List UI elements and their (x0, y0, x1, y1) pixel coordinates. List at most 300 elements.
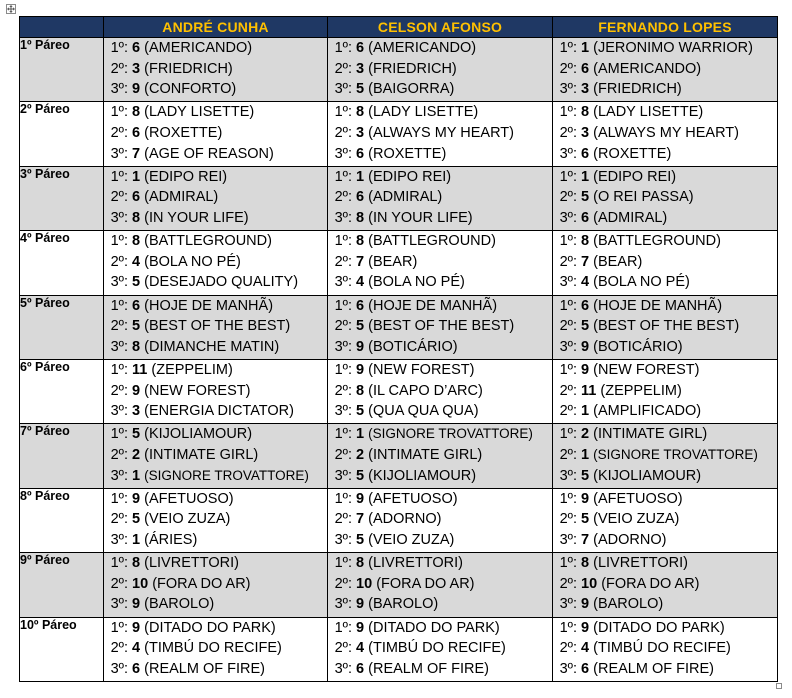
pick-position: 1º: (110, 104, 128, 121)
pick-position: 2º: (334, 640, 352, 657)
horse-name: (FORA DO AR) (601, 575, 700, 592)
pick-line (328, 102, 552, 123)
pick-position: 1º: (559, 233, 577, 250)
pick-line (104, 445, 327, 466)
pick-line (328, 466, 552, 487)
horse-name: (AFETUOSO) (593, 490, 683, 507)
pick-line (328, 38, 552, 59)
pick-line (104, 618, 327, 639)
pick-line (104, 123, 327, 144)
horse-number: 9 (581, 490, 590, 507)
horse-number: 4 (132, 253, 141, 270)
pick-line (553, 102, 777, 123)
horse-name: (LIVRETTORI) (593, 555, 688, 572)
race-label: 2º Páreo (20, 102, 104, 166)
horse-number: 9 (132, 596, 141, 613)
horse-number: 8 (356, 555, 365, 572)
horse-name: (BEST OF THE BEST) (593, 318, 740, 335)
pick-position: 3º: (334, 531, 352, 548)
horse-number: 8 (132, 233, 141, 250)
horse-number: 9 (581, 361, 590, 378)
horse-name: (SIGNORE TROVATTORE) (144, 467, 309, 483)
horse-number: 3 (132, 403, 141, 420)
pick-position: 2º: (110, 446, 128, 463)
pick-position: 3º: (110, 81, 128, 98)
pick-line (328, 594, 552, 615)
pick-position: 3º: (334, 209, 352, 226)
horse-number: 6 (132, 189, 141, 206)
pick-line (328, 337, 552, 358)
horse-number: 1 (132, 467, 141, 484)
picks-cell-tipster-1 (104, 553, 328, 617)
horse-number: 6 (581, 60, 590, 77)
horse-name: (BEAR) (368, 253, 418, 270)
pick-line (328, 208, 552, 229)
header-tipster-3: FERNANDO LOPES (553, 17, 778, 38)
pick-position: 2º: (334, 60, 352, 77)
pick-line (553, 381, 777, 402)
picks-cell-tipster-3 (553, 231, 778, 295)
pick-position: 3º: (559, 531, 577, 548)
pick-line (553, 530, 777, 551)
pick-line (104, 38, 327, 59)
horse-number: 9 (356, 338, 365, 355)
horse-name: (BOLA NO PÉ) (593, 274, 690, 291)
race-label: 9º Páreo (20, 553, 104, 617)
pick-line (328, 445, 552, 466)
pick-position: 3º: (334, 403, 352, 420)
horse-number: 7 (581, 253, 590, 270)
pick-line (553, 144, 777, 165)
pick-line (328, 638, 552, 659)
race-label: 7º Páreo (20, 424, 104, 488)
picks-cell-tipster-3 (553, 424, 778, 488)
pick-position: 2º: (559, 253, 577, 270)
horse-name: (BAROLO) (144, 596, 215, 613)
horse-name: (REALM OF FIRE) (368, 660, 489, 677)
pick-line (104, 509, 327, 530)
horse-number: 3 (356, 124, 365, 141)
horse-number: 6 (356, 189, 365, 206)
horse-name: (DITADO DO PARK) (368, 619, 500, 636)
picks-cell-tipster-3 (553, 617, 778, 681)
pick-position: 1º: (559, 168, 577, 185)
pick-position: 3º: (334, 274, 352, 291)
pick-line (553, 79, 777, 100)
pick-position: 3º: (559, 596, 577, 613)
pick-line (553, 489, 777, 510)
horse-name: (FORA DO AR) (152, 575, 251, 592)
pick-line (553, 252, 777, 273)
horse-number: 9 (581, 619, 590, 636)
race-label: 10º Páreo (20, 617, 104, 681)
pick-line (328, 187, 552, 208)
picks-cell-tipster-2 (328, 38, 553, 102)
pick-position: 2º: (110, 511, 128, 528)
horse-number: 6 (356, 660, 365, 677)
horse-name: (KIJOLIAMOUR) (368, 467, 477, 484)
horse-name: (JERONIMO WARRIOR) (593, 40, 753, 56)
horse-name: (VEIO ZUZA) (144, 511, 231, 528)
pick-position: 3º: (559, 338, 577, 355)
horse-number: 1 (356, 168, 365, 185)
pick-position: 3º: (110, 338, 128, 355)
horse-number: 1 (132, 168, 141, 185)
pick-line (104, 489, 327, 510)
horse-number: 6 (356, 145, 365, 162)
horse-number: 3 (356, 60, 365, 77)
horse-number: 4 (581, 640, 590, 657)
table-row (20, 359, 778, 423)
horse-name: (AFETUOSO) (144, 490, 234, 507)
pick-line (553, 187, 777, 208)
horse-name: (NEW FOREST) (144, 382, 251, 399)
pick-line (328, 574, 552, 595)
pick-position: 1º: (110, 40, 128, 56)
picks-cell-tipster-2 (328, 553, 553, 617)
pick-line (553, 553, 777, 574)
horse-number: 5 (132, 274, 141, 291)
pick-position: 3º: (334, 81, 352, 98)
pick-position: 3º: (110, 209, 128, 226)
pick-position: 2º: (559, 446, 577, 463)
pick-position: 1º: (334, 619, 352, 636)
horse-name: (AMERICANDO) (368, 40, 477, 56)
horse-number: 3 (581, 124, 590, 141)
horse-number: 6 (132, 40, 141, 56)
table-row (20, 488, 778, 552)
picks-cell-tipster-1 (104, 359, 328, 423)
pick-line (104, 530, 327, 551)
picks-cell-tipster-3 (553, 359, 778, 423)
pick-line (328, 231, 552, 252)
picks-cell-tipster-3 (553, 38, 778, 102)
horse-name: (VEIO ZUZA) (368, 531, 455, 548)
pick-line (328, 618, 552, 639)
pick-position: 1º: (110, 297, 128, 314)
picks-cell-tipster-3 (553, 295, 778, 359)
horse-name: (TIMBÚ DO RECIFE) (144, 640, 282, 657)
pick-position: 2º: (559, 640, 577, 657)
pick-line (104, 381, 327, 402)
horse-name: (QUA QUA QUA) (368, 403, 479, 420)
pick-position: 2º: (559, 189, 577, 206)
pick-position: 1º: (334, 104, 352, 121)
pick-position: 1º: (559, 40, 577, 56)
pick-line (553, 659, 777, 680)
pick-line (553, 638, 777, 659)
pick-position: 3º: (559, 274, 577, 291)
race-label: 6º Páreo (20, 359, 104, 423)
horse-name: (FORA DO AR) (376, 575, 475, 592)
pick-position: 3º: (334, 145, 352, 162)
move-arrows-icon (7, 5, 15, 13)
pick-position: 1º: (334, 361, 352, 378)
horse-name: (BAROLO) (368, 596, 439, 613)
horse-name: (BOLA NO PÉ) (144, 253, 241, 270)
horse-number: 4 (132, 640, 141, 657)
pick-line (553, 167, 777, 188)
horse-number: 9 (132, 81, 141, 98)
horse-name: (HOJE DE MANHÃ) (368, 297, 498, 314)
pick-line (328, 424, 552, 445)
pick-line (553, 424, 777, 445)
horse-number: 9 (581, 338, 590, 355)
pick-position: 1º: (559, 297, 577, 314)
pick-line (104, 167, 327, 188)
pick-position: 1º: (110, 233, 128, 250)
pick-position: 3º: (559, 209, 577, 226)
horse-number: 3 (132, 60, 141, 77)
horse-number: 5 (581, 318, 590, 335)
horse-name: (AMERICANDO) (593, 60, 702, 77)
picks-cell-tipster-3 (553, 166, 778, 230)
pick-line (328, 272, 552, 293)
pick-position: 1º: (110, 490, 128, 507)
horse-number: 5 (581, 189, 590, 206)
pick-line (104, 638, 327, 659)
pick-position: 3º: (334, 596, 352, 613)
horse-name: (ADORNO) (368, 511, 442, 528)
horse-number: 8 (581, 555, 590, 572)
horse-name: (DITADO DO PARK) (593, 619, 725, 636)
horse-name: (AFETUOSO) (368, 490, 458, 507)
horse-name: (BAIGORRA) (368, 81, 455, 98)
horse-name: (LIVRETTORI) (144, 555, 239, 572)
pick-line (104, 187, 327, 208)
racing-tips-table (19, 16, 778, 682)
horse-number: 1 (581, 446, 590, 463)
picks-cell-tipster-3 (553, 102, 778, 166)
horse-number: 1 (581, 40, 590, 56)
pick-position: 3º: (334, 467, 352, 484)
pick-line (553, 208, 777, 229)
pick-position: 1º: (559, 104, 577, 121)
horse-name: (BEAR) (593, 253, 643, 270)
horse-number: 9 (132, 382, 141, 399)
horse-name: (TIMBÚ DO RECIFE) (593, 640, 731, 657)
pick-position: 2º: (110, 382, 128, 399)
pick-position: 2º: (334, 318, 352, 335)
pick-line (328, 144, 552, 165)
horse-number: 8 (581, 233, 590, 250)
pick-line (553, 38, 777, 59)
pick-line (553, 123, 777, 144)
pick-position: 3º: (110, 531, 128, 548)
horse-number: 11 (132, 361, 148, 378)
pick-line (104, 553, 327, 574)
pick-line (553, 574, 777, 595)
pick-position: 3º: (110, 467, 128, 484)
horse-name: (REALM OF FIRE) (144, 660, 265, 677)
horse-name: (BATTLEGROUND) (368, 233, 496, 250)
pick-position: 1º: (334, 426, 352, 443)
pick-line (328, 553, 552, 574)
horse-number: 5 (132, 426, 141, 443)
picks-cell-tipster-1 (104, 488, 328, 552)
horse-name: (INTIMATE GIRL) (368, 446, 483, 463)
horse-name: (REALM OF FIRE) (593, 660, 714, 677)
pick-line (104, 79, 327, 100)
horse-name: (LADY LISETTE) (144, 104, 255, 121)
horse-number: 8 (132, 209, 141, 226)
table-move-handle[interactable] (6, 4, 16, 14)
pick-position: 2º: (334, 511, 352, 528)
pick-position: 2º: (559, 318, 577, 335)
horse-name: (SIGNORE TROVATTORE) (593, 446, 758, 462)
pick-position: 3º: (334, 660, 352, 677)
horse-name: (ADMIRAL) (593, 209, 668, 226)
pick-position: 2º: (110, 253, 128, 270)
horse-number: 6 (356, 297, 365, 314)
horse-name: (BEST OF THE BEST) (368, 318, 515, 335)
horse-number: 8 (356, 233, 365, 250)
horse-name: (NEW FOREST) (368, 361, 475, 378)
horse-name: (EDIPO REI) (144, 168, 228, 185)
pick-position: 1º: (559, 426, 577, 443)
pick-position: 1º: (559, 555, 577, 572)
horse-number: 4 (356, 640, 365, 657)
horse-number: 2 (581, 426, 590, 443)
horse-name: (AMERICANDO) (144, 40, 253, 56)
horse-name: (ROXETTE) (144, 124, 223, 141)
horse-number: 6 (132, 660, 141, 677)
pick-line (553, 466, 777, 487)
pick-position: 1º: (559, 619, 577, 636)
horse-number: 8 (132, 104, 141, 121)
picks-cell-tipster-2 (328, 617, 553, 681)
pick-line (104, 272, 327, 293)
header-tipster-1: ANDRÉ CUNHA (104, 17, 328, 38)
pick-line (553, 231, 777, 252)
horse-number: 6 (581, 145, 590, 162)
table-row (20, 295, 778, 359)
pick-position: 2º: (110, 189, 128, 206)
horse-number: 8 (356, 104, 365, 121)
pick-position: 1º: (334, 297, 352, 314)
horse-name: (ENERGIA DICTATOR) (144, 403, 294, 420)
table-row (20, 38, 778, 102)
horse-name: (IN YOUR LIFE) (368, 209, 473, 226)
horse-number: 10 (581, 575, 598, 592)
horse-name: (LADY LISETTE) (368, 104, 479, 121)
horse-number: 8 (356, 382, 365, 399)
horse-number: 6 (132, 124, 141, 141)
horse-number: 1 (356, 426, 365, 443)
picks-cell-tipster-3 (553, 553, 778, 617)
pick-line (328, 167, 552, 188)
pick-line (553, 337, 777, 358)
horse-name: (BOTICÁRIO) (593, 338, 683, 355)
horse-name: (ZEPPELIM) (600, 382, 682, 399)
pick-line (553, 296, 777, 317)
horse-number: 10 (132, 575, 149, 592)
pick-position: 1º: (110, 555, 128, 572)
pick-line (104, 337, 327, 358)
pick-position: 2º: (334, 575, 352, 592)
picks-cell-tipster-2 (328, 295, 553, 359)
pick-position: 2º: (334, 446, 352, 463)
picks-cell-tipster-3 (553, 488, 778, 552)
pick-position: 1º: (334, 233, 352, 250)
horse-number: 5 (132, 511, 141, 528)
pick-position: 2º: (559, 60, 577, 77)
pick-line (104, 466, 327, 487)
pick-position: 3º: (110, 596, 128, 613)
table-header (20, 17, 778, 38)
picks-cell-tipster-1 (104, 102, 328, 166)
horse-name: (DESEJADO QUALITY) (144, 274, 299, 291)
pick-position: 2º: (334, 253, 352, 270)
pick-line (328, 59, 552, 80)
pick-line (553, 618, 777, 639)
horse-number: 9 (356, 619, 365, 636)
pick-line (328, 79, 552, 100)
horse-name: (BATTLEGROUND) (144, 233, 272, 250)
table-resize-handle[interactable] (776, 683, 782, 689)
horse-number: 9 (132, 619, 141, 636)
horse-number: 1 (581, 168, 590, 185)
table-row (20, 617, 778, 681)
horse-number: 10 (356, 575, 373, 592)
pick-position: 3º: (110, 660, 128, 677)
pick-position: 2º: (334, 189, 352, 206)
picks-cell-tipster-1 (104, 424, 328, 488)
horse-number: 1 (132, 531, 141, 548)
pick-position: 2º: (110, 60, 128, 77)
horse-name: (INTIMATE GIRL) (144, 446, 259, 463)
horse-name: (HOJE DE MANHÃ) (144, 297, 274, 314)
pick-line (104, 102, 327, 123)
pick-position: 1º: (334, 40, 352, 56)
pick-line (104, 424, 327, 445)
horse-name: (FRIEDRICH) (593, 81, 682, 98)
horse-name: (HOJE DE MANHÃ) (593, 297, 723, 314)
horse-number: 5 (356, 531, 365, 548)
pick-position: 2º: (110, 318, 128, 335)
horse-name: (DIMANCHE MATIN) (144, 338, 280, 355)
picks-cell-tipster-2 (328, 102, 553, 166)
table-row (20, 231, 778, 295)
pick-line (553, 594, 777, 615)
pick-line (104, 659, 327, 680)
pick-position: 3º: (110, 403, 128, 420)
pick-line (553, 272, 777, 293)
pick-position: 2º: (110, 640, 128, 657)
pick-position: 1º: (334, 168, 352, 185)
pick-position: 3º: (110, 145, 128, 162)
pick-position: 1º: (334, 555, 352, 572)
horse-name: (KIJOLIAMOUR) (593, 467, 702, 484)
horse-name: (FRIEDRICH) (368, 60, 457, 77)
pick-line (553, 445, 777, 466)
pick-line (104, 296, 327, 317)
pick-line (104, 144, 327, 165)
table-row (20, 102, 778, 166)
pick-line (553, 401, 777, 422)
race-label: 8º Páreo (20, 488, 104, 552)
horse-name: (DITADO DO PARK) (144, 619, 276, 636)
picks-cell-tipster-1 (104, 231, 328, 295)
horse-name: (EDIPO REI) (593, 168, 677, 185)
horse-number: 4 (581, 274, 590, 291)
pick-line (553, 360, 777, 381)
horse-name: (ALWAYS MY HEART) (368, 124, 514, 141)
horse-name: (LIVRETTORI) (368, 555, 463, 572)
horse-name: (BOLA NO PÉ) (368, 274, 465, 291)
picks-cell-tipster-2 (328, 424, 553, 488)
pick-line (104, 252, 327, 273)
